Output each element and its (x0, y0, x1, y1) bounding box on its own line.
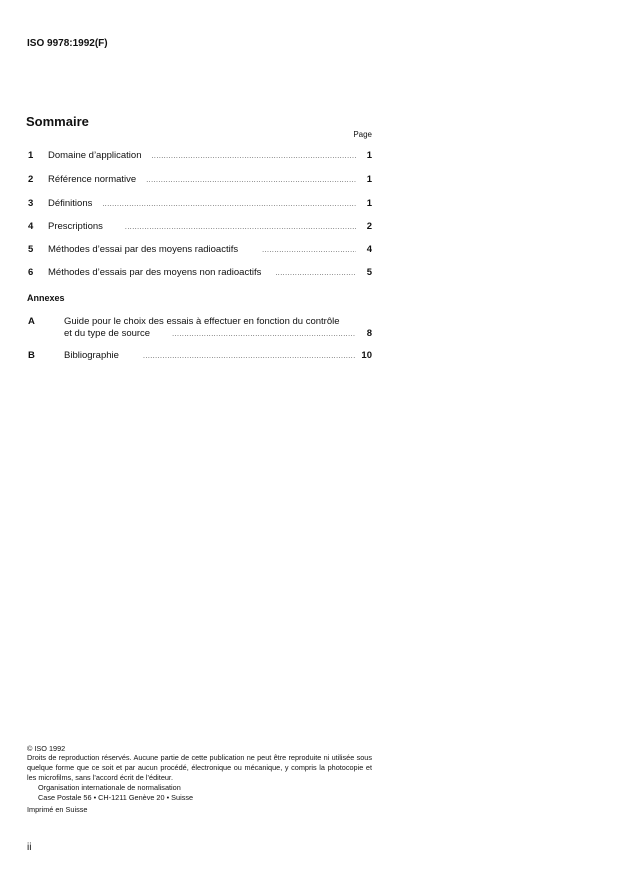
page-number: ii (27, 842, 32, 853)
organization-address: Case Postale 56 • CH-1211 Genève 20 • Suisse (38, 793, 194, 802)
annex-letter: B (28, 350, 35, 361)
toc-page: 1 (366, 174, 372, 185)
toc-entry[interactable] (28, 150, 372, 162)
annex-page: 8 (366, 328, 372, 339)
annexes-heading: Annexes (27, 293, 65, 303)
toc-entry[interactable] (28, 198, 372, 210)
toc-entry[interactable] (28, 174, 372, 186)
leader-dots (146, 177, 356, 184)
rights-notice: Droits de reproduction réservés. Aucune partie de cette publication ne peut être reproduite ni utilisée sous quelque forme que ce soit et par aucun procédé, électronique ou mécanique, y compris la photocopie et les microfilms, sans l’accord écrit de l’éditeur. (27, 753, 372, 782)
toc-page: 2 (366, 221, 372, 232)
annex-text: Bibliographie (64, 350, 119, 361)
toc-entry[interactable] (28, 267, 372, 279)
toc-entry[interactable] (28, 221, 372, 233)
leader-dots (262, 247, 356, 254)
toc-number: 4 (28, 221, 34, 232)
annex-page: 10 (361, 350, 372, 361)
page-title: Sommaire (26, 114, 89, 129)
leader-dots (102, 201, 356, 208)
leader-dots (275, 270, 356, 277)
toc-number: 5 (28, 244, 34, 255)
toc-number: 2 (28, 174, 34, 185)
toc-entry[interactable] (28, 244, 372, 256)
annex-letter: A (28, 316, 35, 327)
toc-page: 1 (366, 150, 372, 161)
copyright-line: © ISO 1992 (27, 744, 66, 753)
toc-text: Méthodes d’essai par des moyens radioactifs (48, 244, 239, 255)
toc-text: Méthodes d’essais par des moyens non radioactifs (48, 267, 262, 278)
toc-number: 6 (28, 267, 34, 278)
toc-page: 1 (366, 198, 372, 209)
annex-entry-a-line2[interactable] (28, 328, 372, 340)
toc-page: 4 (366, 244, 372, 255)
toc-number: 1 (28, 150, 34, 161)
annex-entry-a-line1[interactable] (28, 316, 372, 328)
annex-text: Guide pour le choix des essais à effectuer en fonction du contrôle (64, 316, 340, 327)
leader-dots (151, 153, 356, 160)
toc-text: Référence normative (48, 174, 137, 185)
document-id-header: ISO 9978:1992(F) (27, 38, 108, 49)
toc-text: Définitions (48, 198, 93, 209)
leader-dots (143, 353, 355, 360)
organization-name: Organisation internationale de normalisation (38, 783, 181, 792)
toc-text: Prescriptions (48, 221, 103, 232)
leader-dots (125, 224, 356, 231)
page-column-label: Page (353, 130, 372, 139)
printed-in: Imprimé en Suisse (27, 805, 88, 814)
annex-entry-b[interactable] (28, 350, 372, 362)
toc-text: Domaine d’application (48, 150, 142, 161)
toc-page: 5 (366, 267, 372, 278)
toc-number: 3 (28, 198, 34, 209)
leader-dots (172, 331, 356, 338)
annex-text-continued: et du type de source (64, 328, 151, 339)
